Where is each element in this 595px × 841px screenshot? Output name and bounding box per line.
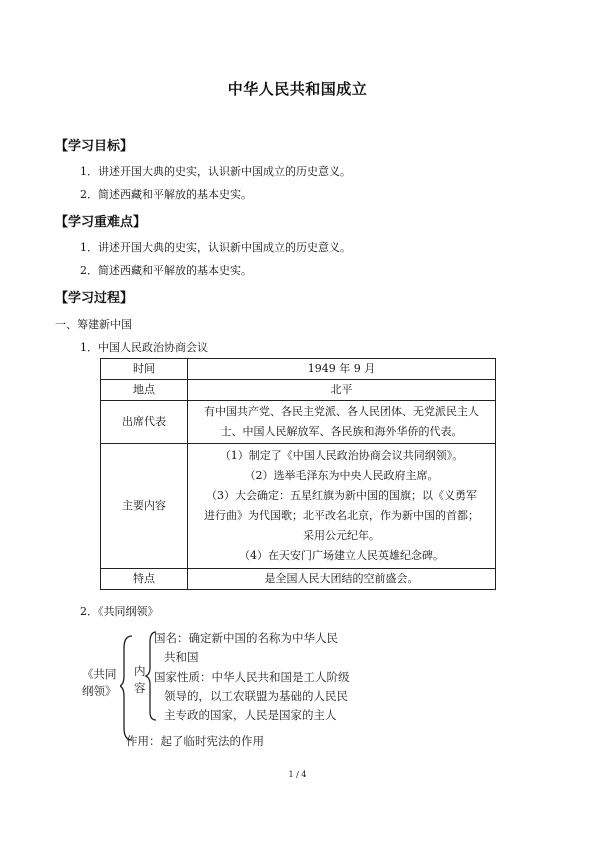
table-value-line: （3）大会确定：五星红旗为新中国的国旗；以《义勇军	[206, 489, 477, 502]
key-point-item-2: 2．简述西藏和平解放的基本史实。	[80, 264, 252, 277]
table-key-cell: 出席代表	[101, 401, 188, 444]
diagram-line: 共和国	[164, 650, 199, 664]
diagram-line: 国家性质：中华人民共和国是工人阶级	[154, 670, 350, 684]
table-value-cell	[188, 401, 496, 444]
diagram-root-line: 纲领》	[82, 684, 117, 698]
key-point-item-1: 1．讲述开国大典的史实，认识新中国成立的历史意义。	[80, 241, 351, 254]
table-value-line: （2）选举毛泽东为中央人民政府主席。	[244, 469, 439, 482]
diagram-line: 领导的，以工农联盟为基础的人民民	[164, 689, 348, 703]
part-heading-1: 一、筹建新中国	[55, 318, 132, 331]
page-title: 中华人民共和国成立	[227, 80, 368, 98]
table-value-cell	[188, 380, 496, 401]
diagram-content-char: 内	[134, 664, 146, 678]
table-value-line: 采用公元纪年。	[303, 529, 380, 542]
section-heading-key-points: 【学习重难点】	[55, 215, 147, 230]
table-value-cell	[188, 359, 496, 380]
table-value-cell	[188, 569, 496, 590]
table-row	[101, 569, 496, 590]
cppcc-table	[100, 358, 496, 590]
subheading-cppcc: 1．中国人民政治协商会议	[80, 341, 208, 354]
table-key-cell: 地点	[101, 380, 188, 401]
diagram-root-line: 《共同	[82, 667, 117, 681]
diagram-content-char: 容	[134, 681, 146, 695]
table-row	[101, 444, 496, 569]
goal-item-1: 1．讲述开国大典的史实，认识新中国成立的历史意义。	[80, 165, 351, 178]
goal-item-2: 2．简述西藏和平解放的基本史实。	[80, 188, 252, 201]
table-row	[101, 380, 496, 401]
subheading-common-program: 2．《共同纲领》	[80, 605, 159, 618]
section-heading-goals: 【学习目标】	[55, 139, 134, 154]
table-value-line: （4）在天安门广场建立人民英雄纪念碑。	[239, 549, 444, 562]
table-value-line: 有中国共产党、各民主党派、各人民团体、无党派民主人	[204, 405, 479, 418]
table-value-line: 1949 年 9 月	[307, 362, 376, 375]
diagram-line: 国名：确定新中国的名称为中华人民	[154, 631, 338, 645]
table-key-cell: 时间	[101, 359, 188, 380]
table-value-cell	[188, 444, 496, 569]
table-key-cell: 主要内容	[101, 444, 188, 569]
table-value-line: 进行曲》为代国歌；北平改名北京，作为新中国的首都；	[204, 509, 479, 522]
diagram-line: 主专政的国家，人民是国家的主人	[164, 708, 337, 722]
table-value-line: 北平	[330, 383, 353, 396]
table-value-line: （1）制定了《中国人民政治协商会议共同纲领》。	[219, 449, 464, 462]
page-number: 1 / 4	[288, 770, 307, 779]
section-heading-process: 【学习过程】	[55, 291, 134, 306]
diagram-root-label	[82, 666, 117, 700]
table-key-cell: 特点	[101, 569, 188, 590]
table-row	[101, 401, 496, 444]
table-value-line: 士、中国人民解放军、各民族和海外华侨的代表。	[220, 425, 463, 438]
diagram-effect-line: 作用：起了临时宪法的作用	[126, 734, 264, 748]
table-value-line: 是全国人民大团结的空前盛会。	[264, 572, 419, 585]
table-row	[101, 359, 496, 380]
